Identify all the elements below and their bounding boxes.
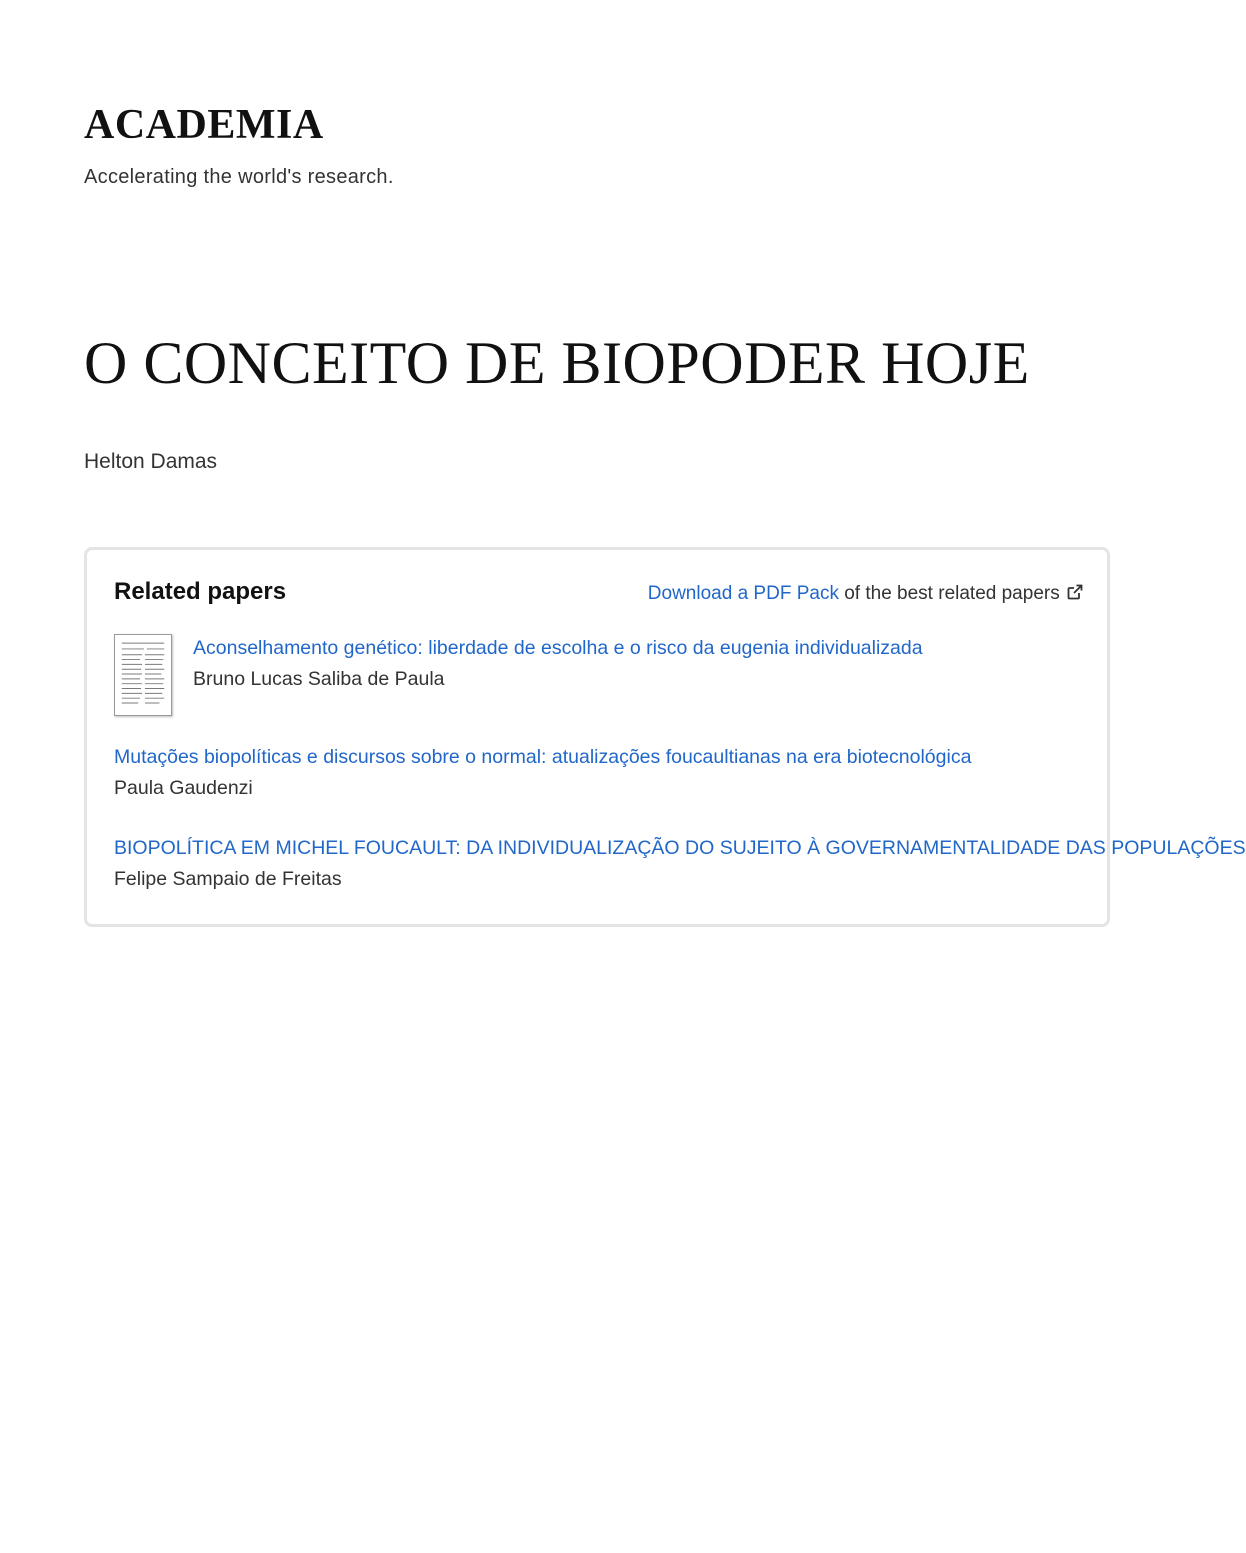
related-papers-panel [84,547,1246,927]
external-link-icon[interactable] [1067,584,1083,600]
tagline: Accelerating the world's research. [84,166,394,188]
related-paper-item [114,834,1246,893]
related-paper-title-link[interactable]: Mutações biopolíticas e discursos sobre o normal: atualizações foucaultianas na era biotecnológica [114,746,972,768]
related-paper-author: Paula Gaudenzi [114,777,253,799]
download-pdf-pack-link[interactable]: Download a PDF Pack [647,583,839,604]
related-paper-title-link[interactable]: BIOPOLÍTICA EM MICHEL FOUCAULT: DA INDIVIDUALIZAÇÃO DO SUJEITO À GOVERNAMENTALIDADE DAS POPULAÇÕES [114,837,1246,859]
document-author: Helton Damas [84,450,218,473]
related-paper-text [193,634,1083,693]
paper-thumbnail[interactable] [114,634,172,716]
pdf-pack-suffix: of the best related papers [844,583,1060,604]
related-paper-title-link[interactable]: Aconselhamento genético: liberdade de escolha e o risco da eugenia individualizada [193,637,923,659]
document-title: O CONCEITO DE BIOPODER HOJE [84,330,1030,396]
related-paper-author: Felipe Sampaio de Freitas [114,868,342,890]
related-paper-item [114,634,1083,693]
pdf-pack-line [648,583,1083,605]
related-paper-author: Bruno Lucas Saliba de Paula [193,668,445,690]
related-paper-item [114,743,1083,802]
academia-logo[interactable]: ACADEMIA [84,102,324,148]
related-papers-heading: Related papers [114,578,287,605]
brand-header [84,104,394,189]
